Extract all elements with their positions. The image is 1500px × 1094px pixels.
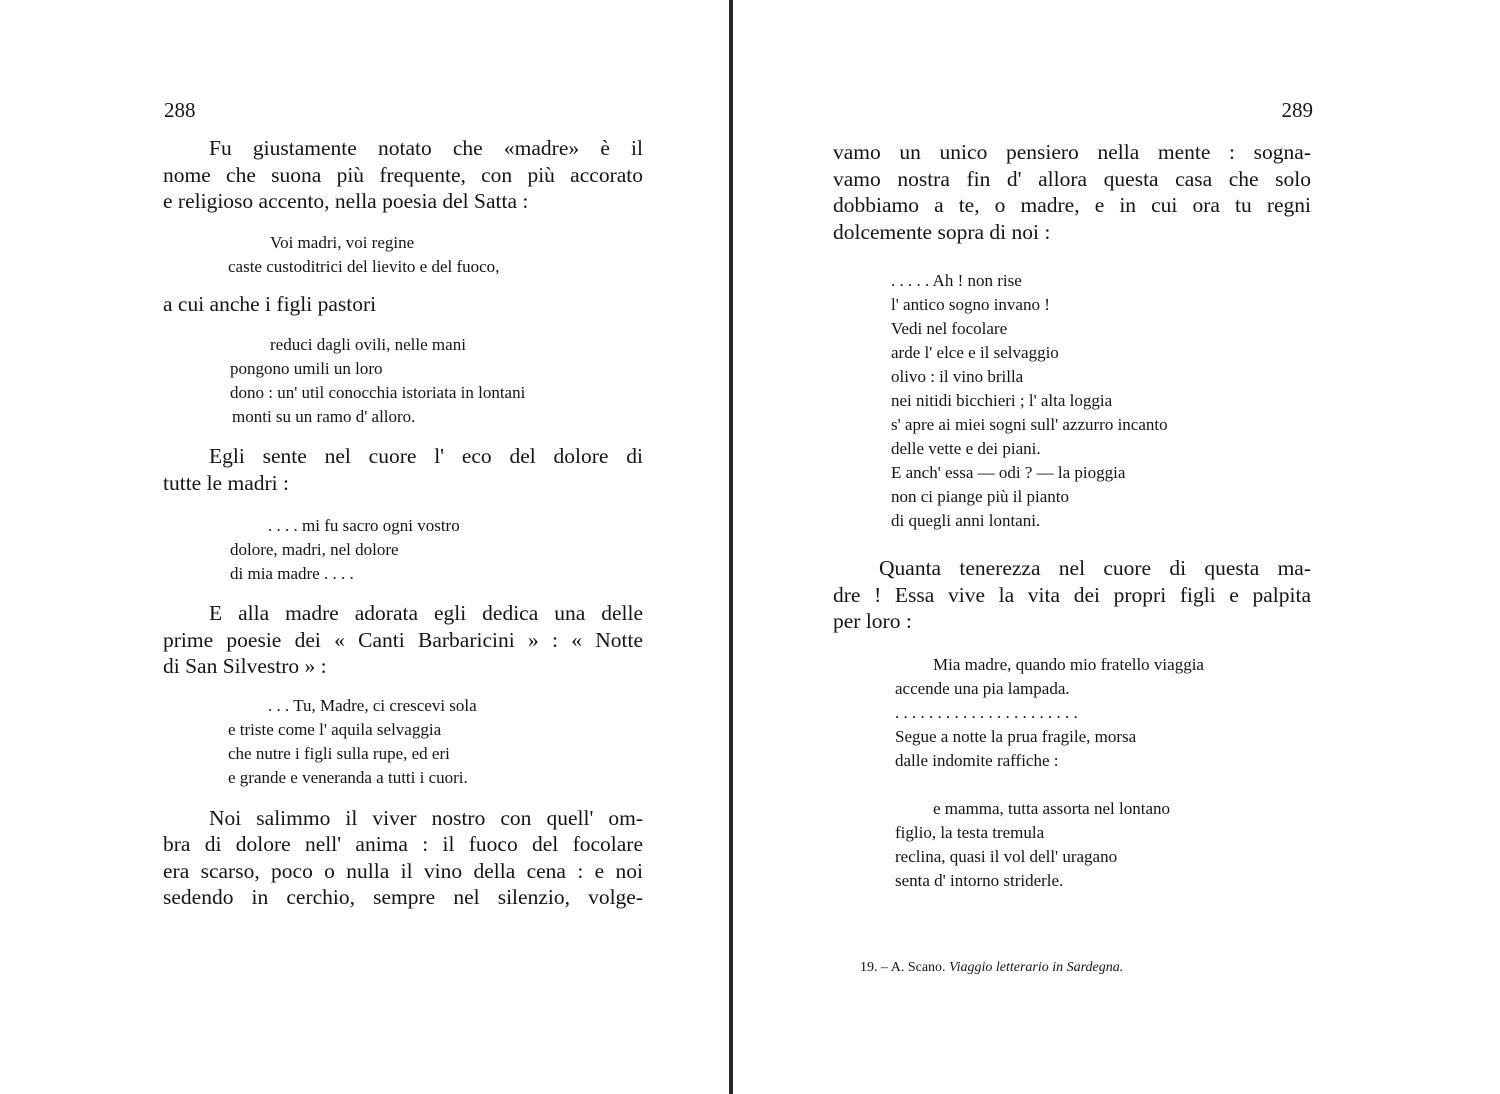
text-line: Fu giustamente notato che «madre» è il — [209, 136, 643, 160]
paragraph-5 — [163, 805, 643, 911]
verse-line: dolore, madri, nel dolore — [230, 540, 399, 559]
left-page — [0, 0, 730, 1094]
text-line: era scarso, poco o nulla il vino della cena : e noi — [163, 858, 643, 883]
text-line: per loro : — [833, 609, 912, 633]
verse-line: accende una pia lampada. — [895, 678, 1070, 698]
verse-line: e grande e veneranda a tutti i cuori. — [228, 767, 468, 787]
text-line: e religioso accento, nella poesia del Satta : — [163, 189, 529, 213]
text-line: tutte le madri : — [163, 470, 289, 495]
verse-line: e mamma, tutta assorta nel lontano — [933, 798, 1170, 818]
verse-line: di quegli anni lontani. — [891, 511, 1041, 530]
paragraph-3 — [163, 443, 643, 496]
verse-line: che nutre i figli sulla rupe, ed eri — [228, 743, 450, 763]
verse-line: Voi madri, voi regine — [270, 232, 415, 252]
verse-line: . . . . . . . . . . . . . . . . . . . . . . — [895, 702, 1078, 722]
footnote-title: Viaggio letterario in Sardegna. — [949, 960, 1124, 975]
text-line: vamo un unico pensiero nella mente : sogna- — [833, 140, 1311, 164]
text-line: dobbiamo a te, o madre, e in cui ora tu regni — [833, 193, 1311, 217]
verse-line: delle vette e dei piani. — [891, 439, 1041, 458]
verse-line: e triste come l' aquila selvaggia — [228, 719, 442, 739]
verse-line: Vedi nel focolare — [891, 319, 1008, 338]
verse-quote-3 — [833, 797, 1311, 893]
paragraph-4 — [163, 600, 643, 680]
verse-line: non ci piange più il pianto — [891, 487, 1069, 506]
left-text-column — [163, 135, 643, 911]
page-number: 289 — [1281, 98, 1313, 122]
verse-line: monti su un ramo d' alloro. — [232, 407, 416, 426]
text-line: dre ! Essa vive la vita dei propri figli e palpita — [833, 582, 1311, 607]
verse-line: Segue a notte la prua fragile, morsa — [895, 726, 1137, 746]
paragraph-2 — [833, 555, 1311, 635]
verse-line: . . . . . Ah ! non rise — [891, 271, 1022, 290]
footnote-prefix: 19. – A. Scano. — [860, 960, 946, 975]
text-line: sedendo in cerchio, sempre nel silenzio, volge- — [163, 885, 643, 909]
verse-line: . . . Tu, Madre, ci crescevi sola — [268, 695, 477, 715]
paragraph-2 — [163, 291, 643, 318]
verse-quote-4 — [163, 694, 643, 790]
verse-line: di mia madre . . . . — [230, 564, 354, 583]
verse-line: reduci dagli ovili, nelle mani — [270, 335, 466, 354]
verse-line: dalle indomite raffiche : — [895, 750, 1059, 770]
verse-line: senta d' intorno striderle. — [895, 870, 1064, 890]
verse-line: figlio, la testa tremula — [895, 822, 1045, 842]
verse-quote-3 — [163, 514, 643, 586]
verse-line: s' apre ai miei sogni sull' azzurro incanto — [891, 415, 1168, 434]
text-line: dolcemente sopra di noi : — [833, 219, 1051, 244]
text-line: E alla madre adorata egli dedica una delle — [209, 601, 643, 625]
verse-line: pongono umili un loro — [230, 359, 383, 378]
verse-quote-2 — [833, 653, 1311, 773]
verse-line: . . . . mi fu sacro ogni vostro — [268, 516, 460, 535]
verse-quote-1 — [163, 231, 643, 279]
text-line: vamo nostra fin d' allora questa casa che solo — [833, 166, 1311, 191]
right-text-column — [833, 139, 1311, 893]
book-gutter — [729, 0, 733, 1094]
verse-line: E anch' essa — odi ? — la pioggia — [891, 463, 1126, 482]
verse-line: olivo : il vino brilla — [891, 367, 1024, 386]
paragraph-1 — [833, 139, 1311, 245]
verse-line: l' antico sogno invano ! — [891, 295, 1050, 314]
verse-line: reclina, quasi il vol dell' uragano — [895, 846, 1118, 866]
verse-line: arde l' elce e il selvaggio — [891, 343, 1059, 362]
signature-footnote — [860, 960, 1123, 976]
text-line: nome che suona più frequente, con più accorato — [163, 162, 643, 187]
verse-line: Mia madre, quando mio fratello viaggia — [933, 654, 1204, 674]
verse-line: dono : un' util conocchia istoriata in lontani — [230, 383, 526, 402]
text-line: a cui anche i figli pastori — [163, 291, 377, 316]
verse-quote-1 — [833, 269, 1311, 533]
paragraph-1 — [163, 135, 643, 215]
text-line: Noi salimmo il viver nostro con quell' om- — [209, 805, 643, 830]
page-number: 288 — [164, 98, 196, 122]
verse-quote-2 — [163, 333, 643, 429]
verse-line: nei nitidi bicchieri ; l' alta loggia — [891, 391, 1113, 410]
text-line: di San Silvestro » : — [163, 654, 327, 678]
text-line: bra di dolore nell' anima : il fuoco del focolare — [163, 832, 643, 856]
text-line: Quanta tenerezza nel cuore di questa ma- — [879, 556, 1311, 580]
text-line: Egli sente nel cuore l' eco del dolore di — [209, 444, 643, 468]
right-page — [735, 0, 1500, 1094]
text-line: prime poesie dei « Canti Barbaricini » : « Notte — [163, 627, 643, 652]
verse-line: caste custoditrici del lievito e del fuoco, — [228, 256, 500, 276]
